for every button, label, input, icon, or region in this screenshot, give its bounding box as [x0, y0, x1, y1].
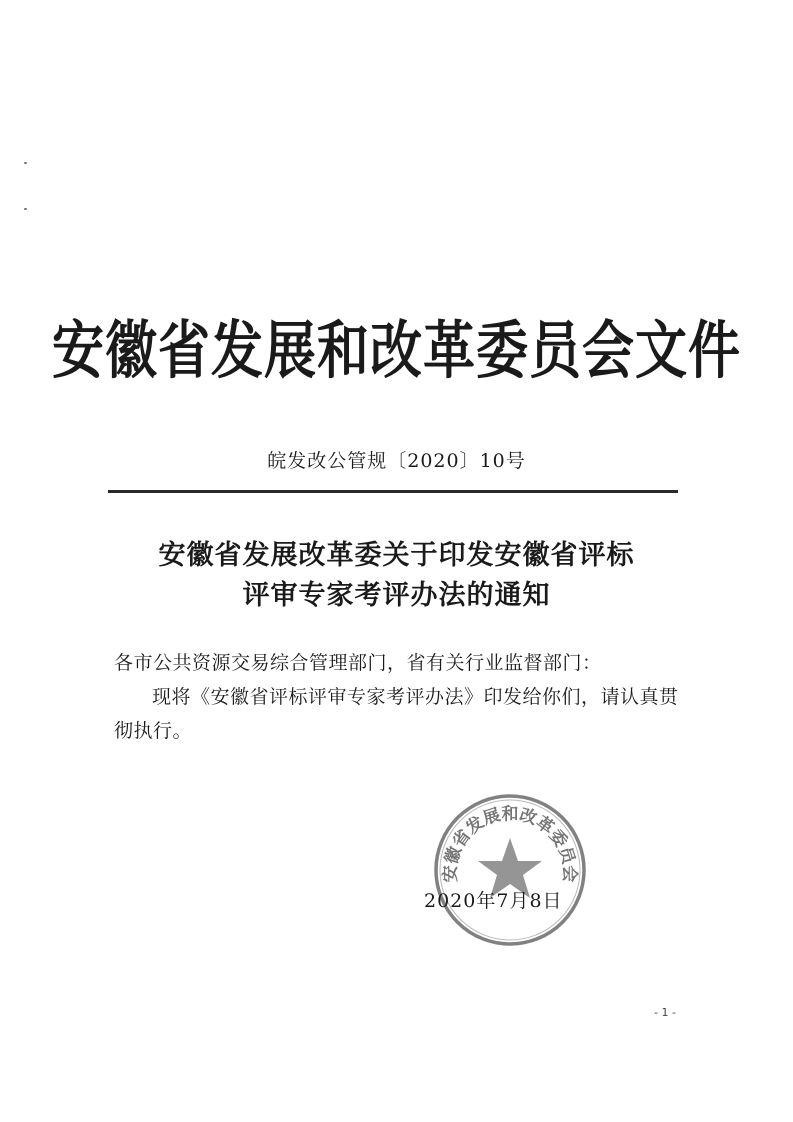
scan-mark [24, 208, 27, 210]
issue-date: 2020年7月8日 [424, 890, 563, 912]
header-divider [108, 490, 678, 493]
body-paragraph: 现将《安徽省评标评审专家考评办法》印发给你们，请认真贯彻执行。 [114, 686, 679, 742]
addressee-line: 各市公共资源交易综合管理部门，省有关行业监督部门： [114, 652, 602, 674]
notice-title [0, 536, 793, 616]
notice-title-line-1: 安徽省发展改革委关于印发安徽省评标 [158, 540, 635, 571]
official-seal-stamp [430, 790, 590, 950]
document-number: 皖发改公管规〔2020〕10号 [267, 450, 526, 472]
scan-mark [24, 162, 27, 164]
notice-body [114, 646, 686, 748]
issuer-header-title: 安徽省发展和改革委员会文件 [51, 315, 741, 388]
page-number: - 1 - [654, 1006, 676, 1019]
seal-text: 安徽省发展和改革委员会 [440, 804, 580, 883]
notice-title-line-2: 评审专家考评办法的通知 [242, 580, 551, 611]
